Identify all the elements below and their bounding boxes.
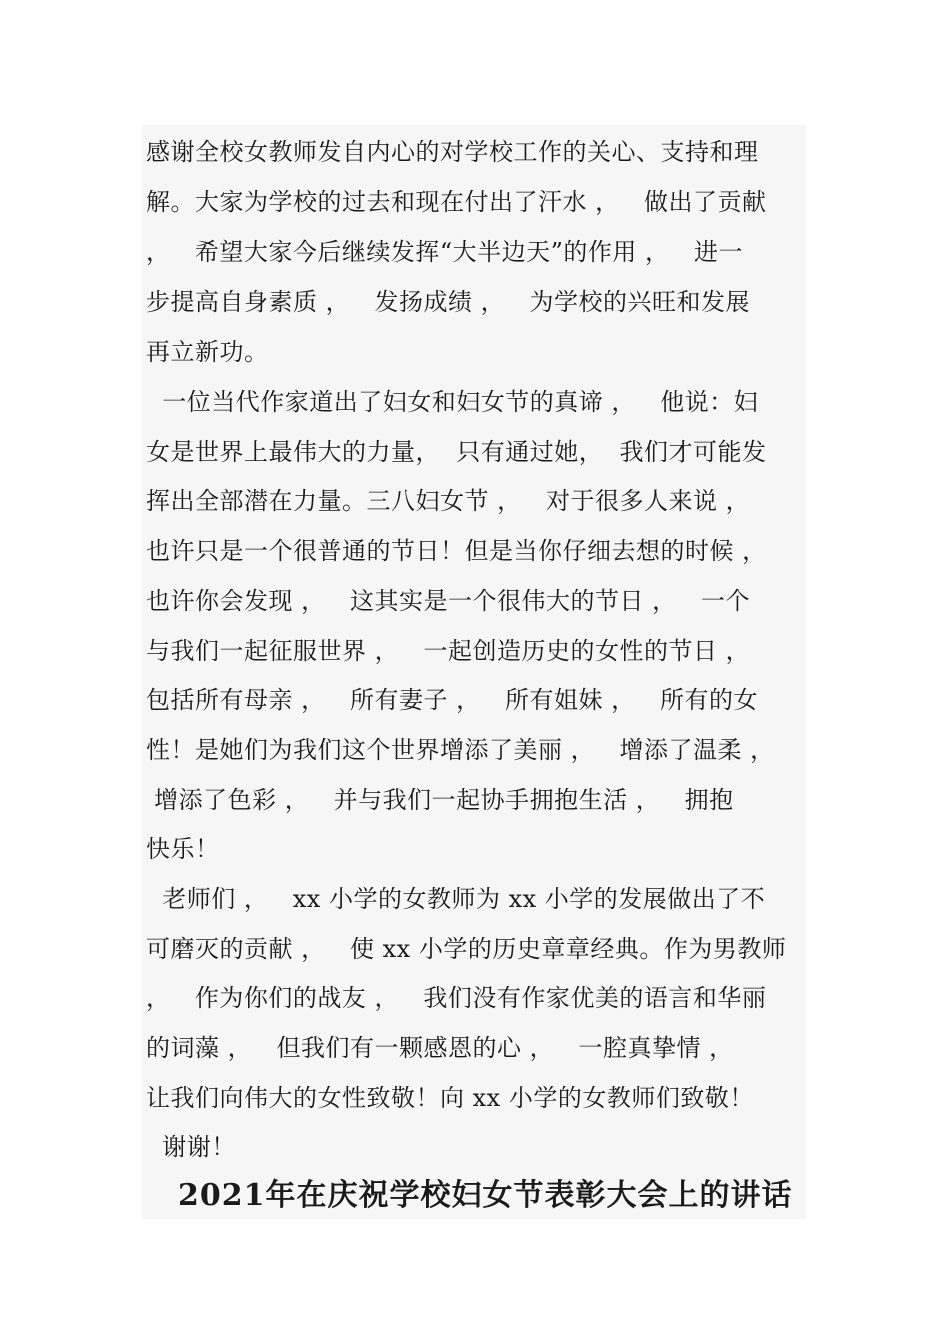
- paragraph-line: 包括所有母亲 ， 所有妻子 ， 所有姐妹 ， 所有的女: [146, 686, 759, 714]
- paragraph-line: 的词藻 ， 但我们有一颗感恩的心 ， 一腔真挚情 ，: [146, 1034, 734, 1062]
- paragraph-line: 也许你会发现 ， 这其实是一个很伟大的节日 ， 一个: [146, 587, 751, 615]
- paragraph-line: 可磨灭的贡献 ， 使 xx 小学的历史章章经典。作为男教师: [146, 935, 787, 963]
- paragraph-line: ， 作为你们的战友 ， 我们没有作家优美的语言和华丽: [146, 984, 767, 1012]
- paragraph-line: 与我们一起征服世界 ， 一起创造历史的女性的节日 ，: [146, 637, 751, 665]
- paragraph-line: 老师们 ， xx 小学的女教师为 xx 小学的发展做出了不: [146, 885, 766, 913]
- document-heading: 2021年在庆祝学校妇女节表彰大会上的讲话: [178, 1178, 793, 1213]
- paragraph-line: 也许只是一个很普通的节日！但是当你仔细去想的时候 ，: [146, 537, 767, 565]
- paragraph-line: 再立新功。: [146, 338, 269, 366]
- paragraph-line: 一位当代作家道出了妇女和妇女节的真谛 ， 他说：妇: [146, 388, 759, 416]
- paragraph-line: 增添了色彩 ， 并与我们一起协手拥抱生活 ， 拥抱: [146, 786, 734, 814]
- document-text-block: [142, 125, 806, 1219]
- paragraph-line: 步提高自身素质 ， 发扬成绩 ， 为学校的兴旺和发展: [146, 288, 751, 316]
- paragraph-line: ， 希望大家今后继续发挥“大半边天”的作用 ， 进一: [146, 238, 743, 266]
- paragraph-line: 女是世界上最伟大的力量， 只有通过她， 我们才可能发: [146, 438, 767, 466]
- paragraph-line: 性！是她们为我们这个世界增添了美丽 ， 增添了温柔 ，: [146, 736, 775, 764]
- paragraph-line: 谢谢！: [146, 1133, 236, 1161]
- paragraph-line: 挥出全部潜在力量。三八妇女节 ， 对于很多人来说 ，: [146, 487, 751, 515]
- paragraph-line: 快乐！: [146, 835, 220, 863]
- paragraph-line: 解。大家为学校的过去和现在付出了汗水 ， 做出了贡献: [146, 188, 767, 216]
- paragraph-line: 让我们向伟大的女性致敬！向 xx 小学的女教师们致敬！: [146, 1084, 754, 1112]
- paragraph-line: 感谢全校女教师发自内心的对学校工作的关心、支持和理: [146, 138, 759, 166]
